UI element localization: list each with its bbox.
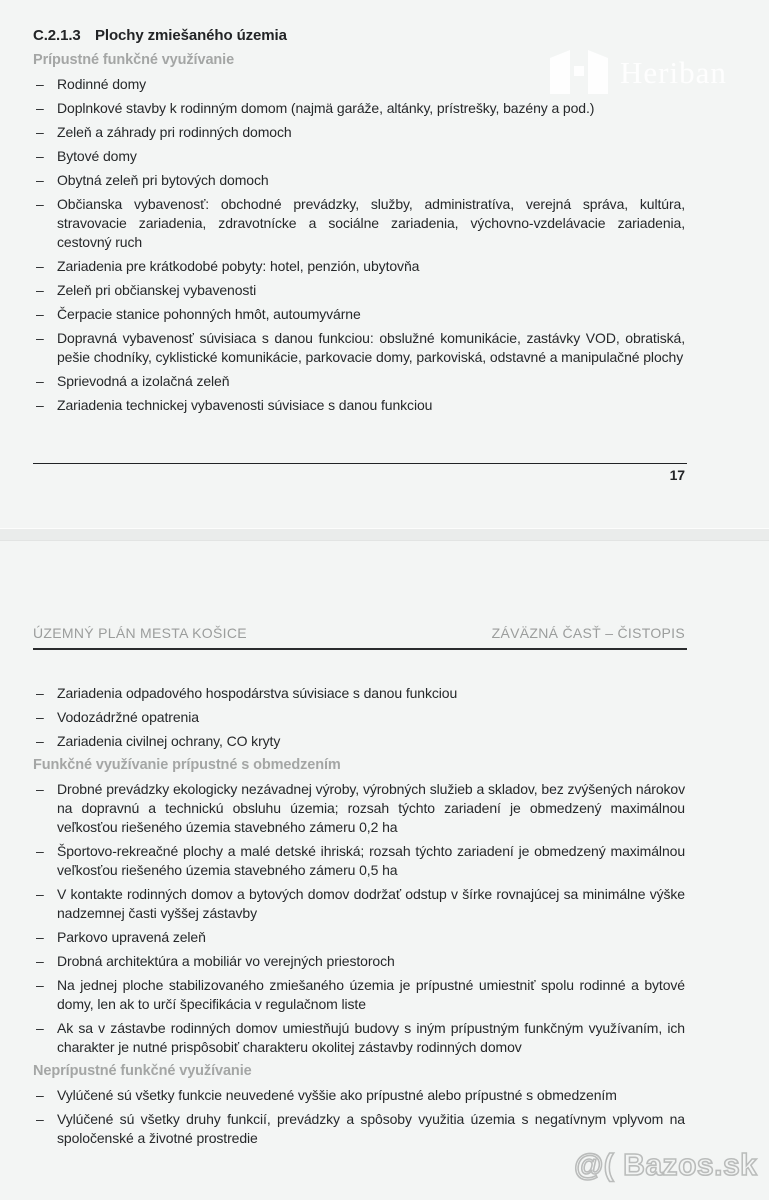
list-item-text: Zeleň a záhrady pri rodinných domoch: [57, 124, 292, 140]
list-item-text: Drobné prevádzky ekologicky nezávadnej výroby, výrobných služieb a skladov, bez zvýšených nárokov na dopravnú a technickú obsluhu územia; rozsah týchto zariadení je obmedzený maximálnou veľkosťou riešeného územia stavebného zámeru 0,2 ha: [57, 781, 685, 835]
list-item-text: Na jednej ploche stabilizovaného zmiešaného územia je prípustné umiestniť spolu rodinné a bytové domy, len ak to určí špecifikácia v regulačnom liste: [57, 977, 685, 1012]
section-number: C.2.1.3: [33, 27, 81, 44]
subheading-permitted-use: Prípustné funkčné využívanie: [33, 52, 235, 68]
dash-bullet: –: [36, 330, 44, 346]
list-item: [33, 147, 685, 166]
list-item-text: Parkovo upravená zeleň: [57, 929, 206, 945]
list-item: [33, 257, 685, 276]
page2-header-rule: [33, 648, 687, 650]
list-item: [33, 780, 685, 837]
list-item-text: Bytové domy: [57, 148, 137, 164]
list-item-text: Športovo-rekreačné plochy a malé detské ihriská; rozsah týchto zariadení je obmedzený maximálnou veľkosťou riešeného územia stavebného zámeru 0,5 ha: [57, 843, 685, 878]
list-item: [33, 1019, 685, 1057]
list-item: [33, 732, 685, 751]
page-1-content: [33, 26, 685, 420]
list-item-text: Zariadenia technickej vybavenosti súvisiace s danou funkciou: [57, 397, 433, 413]
dash-bullet: –: [36, 148, 44, 164]
dash-bullet: –: [36, 397, 44, 413]
dash-bullet: –: [36, 709, 44, 725]
dash-bullet: –: [36, 1087, 44, 1103]
list-item-text: Čerpacie stanice pohonných hmôt, autoumyvárne: [57, 306, 361, 322]
page2-header: [33, 625, 685, 641]
list-item-text: Sprievodná a izolačná zeleň: [57, 373, 230, 389]
dash-bullet: –: [36, 172, 44, 188]
subheading-impermissible-use: Neprípustné funkčné využívanie: [33, 1063, 252, 1079]
list-item-text: Dopravná vybavenosť súvisiaca s danou funkciou: obslužné komunikácie, zastávky VOD, obratiská, pešie chodníky, cyklistické komunikácie, parkovacie domy, parkoviská, odstavné a manipulačné plochy: [57, 330, 685, 365]
subheading-limited-use: Funkčné využívanie prípustné s obmedzením: [33, 757, 341, 773]
list-item-text: Drobná architektúra a mobiliár vo verejných priestoroch: [57, 953, 395, 969]
dash-bullet: –: [36, 733, 44, 749]
dash-bullet: –: [36, 258, 44, 274]
list-item: [33, 1110, 685, 1148]
list-item: [33, 305, 685, 324]
list-item: [33, 372, 685, 391]
list-item-text: Vylúčené sú všetky druhy funkcií, prevádzky a spôsoby využitia územia s negatívnym vplyvom na spoločenské a životné prostredie: [57, 1111, 685, 1146]
page-break-divider: [0, 528, 769, 541]
page1-footer-rule: [33, 463, 687, 464]
dash-bullet: –: [36, 1020, 44, 1036]
list-item: [33, 952, 685, 971]
list-item-text: Zariadenia civilnej ochrany, CO kryty: [57, 733, 281, 749]
dash-bullet: –: [36, 282, 44, 298]
dash-bullet: –: [36, 886, 44, 902]
dash-bullet: –: [36, 953, 44, 969]
list-item-text: Ak sa v zástavbe rodinných domov umiestňujú budovy s iným prípustným funkčným využívaním, ich charakter je nutné prispôsobiť charakteru okolitej zástavby rodinných domov: [57, 1020, 685, 1055]
dash-bullet: –: [36, 977, 44, 993]
list-item-text: Rodinné domy: [57, 76, 147, 92]
dash-bullet: –: [36, 781, 44, 797]
list-item-text: Doplnkové stavby k rodinným domom (najmä garáže, altánky, prístrešky, bazény a pod.): [57, 100, 595, 116]
list-item: [33, 281, 685, 300]
list-item-text: Zeleň pri občianskej vybavenosti: [57, 282, 257, 298]
section-title: Plochy zmiešaného územia: [95, 27, 287, 44]
list-item: [33, 75, 685, 94]
list-item-text: Vylúčené sú všetky funkcie neuvedené vyššie ako prípustné alebo prípustné s obmedzením: [57, 1087, 617, 1103]
list-item: [33, 928, 685, 947]
dash-bullet: –: [36, 306, 44, 322]
header-document-title: ÚZEMNÝ PLÁN MESTA KOŠICE: [33, 625, 247, 641]
dash-bullet: –: [36, 929, 44, 945]
bazos-watermark: @( Bazos.sk: [574, 1147, 758, 1182]
list-item: [33, 329, 685, 367]
list-item: [33, 99, 685, 118]
heriban-watermark-text: Heriban: [620, 55, 727, 90]
dash-bullet: –: [36, 373, 44, 389]
section-title-row: [33, 26, 685, 45]
dash-bullet: –: [36, 685, 44, 701]
list-item: [33, 842, 685, 880]
dash-bullet: –: [36, 1111, 44, 1127]
dash-bullet: –: [36, 843, 44, 859]
list-item-text: V kontakte rodinných domov a bytových domov dodržať odstup v šírke rovnajúcej sa minimálne výške nadzemnej časti vyššej zástavby: [57, 886, 685, 921]
list-item-text: Zariadenia odpadového hospodárstva súvisiace s danou funkciou: [57, 685, 458, 701]
list-item: [33, 1086, 685, 1105]
list-item: [33, 976, 685, 1014]
list-item: [33, 684, 685, 703]
list-item: [33, 396, 685, 415]
list-item-text: Obytná zeleň pri bytových domoch: [57, 172, 269, 188]
dash-bullet: –: [36, 76, 44, 92]
list-item: [33, 123, 685, 142]
list-item: [33, 885, 685, 923]
dash-bullet: –: [36, 196, 44, 212]
dash-bullet: –: [36, 100, 44, 116]
dash-bullet: –: [36, 124, 44, 140]
list-item: [33, 171, 685, 190]
list-item: [33, 195, 685, 252]
list-item: [33, 708, 685, 727]
list-item-text: Vodozádržné opatrenia: [57, 709, 199, 725]
page-2-content: [33, 684, 685, 1153]
page-number: 17: [669, 467, 685, 483]
list-item-text: Zariadenia pre krátkodobé pobyty: hotel, penzión, ubytovňa: [57, 258, 420, 274]
list-item-text: Občianska vybavenosť: obchodné prevádzky, služby, administratíva, verejná správa, kultúra, stravovacie zariadenia, zdravotnícke a sociálne zariadenia, výchovno-vzdelávacie zariadenia, cestovný ruch: [57, 196, 685, 250]
header-document-part: ZÁVÄZNÁ ČASŤ – ČISTOPIS: [491, 625, 685, 641]
